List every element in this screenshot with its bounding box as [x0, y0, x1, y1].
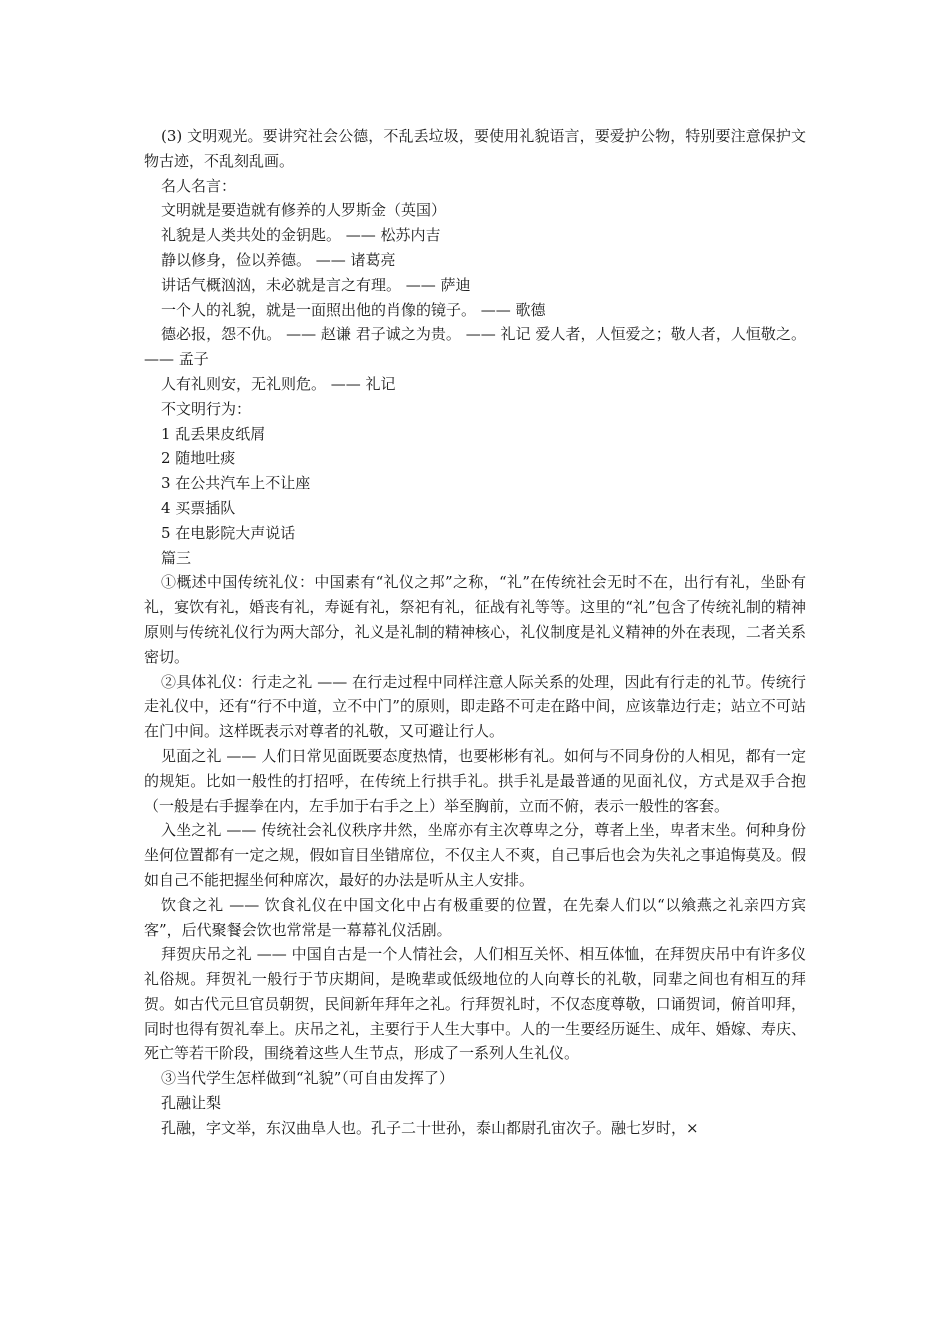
paragraph-walking-etiquette: ②具体礼仪：行走之礼 —— 在行走过程中同样注意人际关系的处理，因此有行走的礼节。传统行走礼仪中，还有“行不中道，立不中门”的原则，即走路不可走在路中间，应该靠边行走；站立不可站在门中间。这样既表示对尊者的礼敬，又可避让行人。 [144, 672, 806, 741]
quote-liji: 人有礼则安，无礼则危。 —— 礼记 [161, 374, 396, 393]
heading-uncivilized-behavior: 不文明行为： [161, 399, 252, 418]
document-page [144, 124, 806, 1141]
quote-zhao-qian-liji-mencius: 德必报，怨不仇。 —— 赵谦 君子诚之为贵。 —— 礼记 爱人者，人恒爱之；敬人者，人恒敬之。 —— 孟子 [144, 325, 806, 369]
heading-part-three: 篇三 [161, 548, 192, 567]
quote-ruskin: 文明就是要造就有修养的人罗斯金（英国） [161, 201, 447, 220]
paragraph-etiquette-overview: ①概述中国传统礼仪：中国素有“礼仪之邦”之称，“礼”在传统社会无时不在，出行有礼，坐卧有礼，宴饮有礼，婚丧有礼，寿诞有礼，祭祀有礼，征战有礼等等。这里的“礼”包含了传统礼制的精神原则与传统礼仪行为两大部分，礼义是礼制的精神核心，礼仪制度是礼义精神的外在表现，二者关系密切。 [144, 573, 806, 666]
paragraph-greeting-condolence-etiquette: 拜贺庆吊之礼 —— 中国自古是一个人情社会，人们相互关怀、相互体恤，在拜贺庆吊中有许多仪礼俗规。拜贺礼一般行于节庆期间，是晚辈或低级地位的人向尊长的礼敬，同辈之间也有相互的拜贺。如古代元旦官员朝贺，民间新年拜年之礼。行拜贺礼时，不仅态度尊敬，口诵贺词，俯首叩拜，同时也得有贺礼奉上。庆吊之礼，主要行于人生大事中。人的一生要经历诞生、成年、婚嫁、寿庆、死亡等若干阶段，围绕着这些人生节点，形成了一系列人生礼仪。 [144, 945, 806, 1063]
quote-sosunegi: 礼貌是人类共处的金钥匙。 —— 松苏内吉 [161, 226, 441, 245]
list-item: 2 随地吐痰 [161, 449, 236, 468]
paragraph-dining-etiquette: 饮食之礼 —— 饮食礼仪在中国文化中占有极重要的位置，在先秦人们以“以飨燕之礼亲四方宾客”，后代聚餐会饮也常常是一幕幕礼仪活剧。 [144, 895, 806, 939]
quote-goethe: 一个人的礼貌，就是一面照出他的肖像的镜子。 —— 歌德 [161, 300, 546, 319]
paragraph-civilized-sightseeing: (3) 文明观光。要讲究社会公德，不乱丢垃圾，要使用礼貌语言，要爱护公物，特别要注意保护文物古迹，不乱刻乱画。 [144, 127, 806, 170]
paragraph-student-politeness: ③当代学生怎样做到“礼貌”（可自由发挥了） [161, 1069, 454, 1088]
paragraph-seating-etiquette: 入坐之礼 —— 传统社会礼仪秩序井然，坐席亦有主次尊卑之分，尊者上坐，卑者末坐。何种身份坐何位置都有一定之规，假如盲目坐错席位，不仅主人不爽，自己事后也会为失礼之事追悔莫及。假如自己不能把握坐何种席次，最好的办法是听从主人安排。 [144, 821, 806, 889]
quote-saadi: 讲话气概汹汹，未必就是言之有理。 —— 萨迪 [161, 275, 471, 294]
paragraph-meeting-etiquette: 见面之礼 —— 人们日常见面既要态度热情，也要彬彬有礼。如何与不同身份的人相见，都有一定的规矩。比如一般性的打招呼，在传统上行拱手礼。拱手礼是最普通的见面礼仪，方式是双手合抱（一般是右手握拳在内，左手加于右手之上）举至胸前，立而不俯，表示一般性的客套。 [144, 746, 806, 815]
quote-zhuge-liang: 静以修身，俭以养德。 —— 诸葛亮 [161, 250, 396, 269]
paragraph-kong-rong-story: 孔融，字文举，东汉曲阜人也。孔子二十世孙，泰山都尉孔宙次子。融七岁时，× [161, 1118, 699, 1137]
list-item: 4 买票插队 [161, 498, 236, 517]
list-item: 3 在公共汽车上不让座 [161, 474, 311, 493]
heading-kong-rong-pears: 孔融让梨 [161, 1094, 222, 1113]
list-item: 5 在电影院大声说话 [161, 523, 296, 542]
heading-famous-quotes: 名人名言： [161, 176, 237, 195]
list-item: 1 乱丢果皮纸屑 [161, 424, 266, 443]
